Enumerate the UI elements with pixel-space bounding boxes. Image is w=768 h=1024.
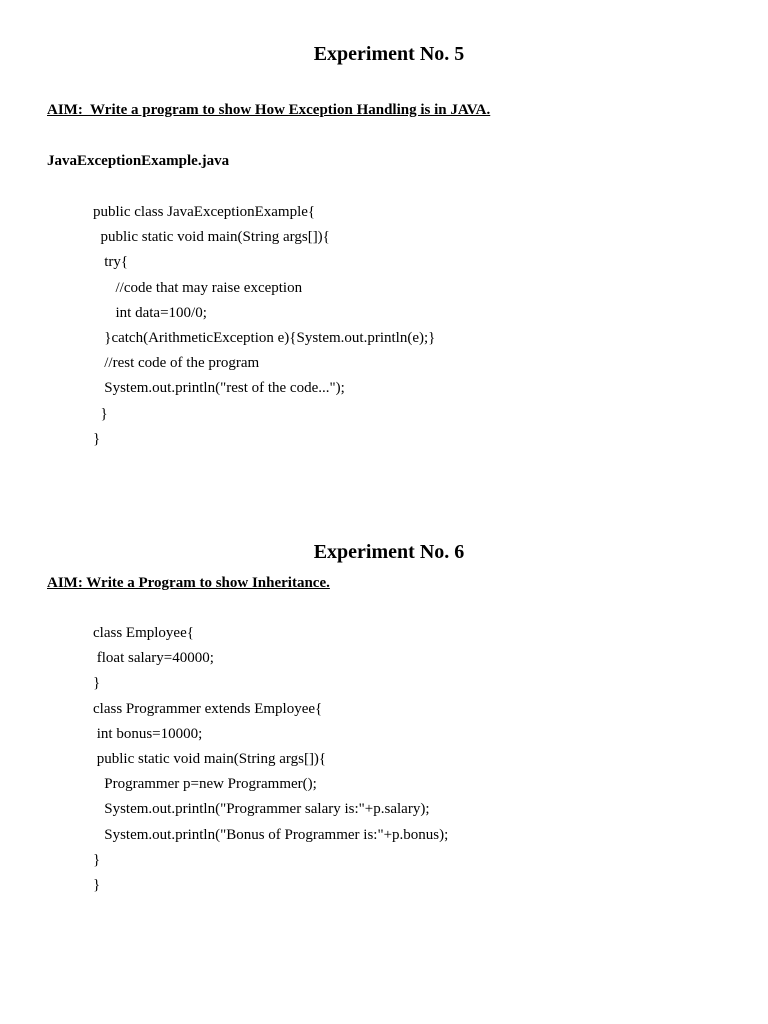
code-text: public static void main(String args[]){ — [93, 750, 327, 767]
code-text: } — [93, 851, 101, 868]
code-text: } — [93, 405, 108, 422]
experiment-5-title: Experiment No. 5 — [313, 43, 465, 65]
experiment-6-title: Experiment No. 6 — [313, 541, 465, 563]
code-text: public static void main(String args[]){ — [93, 229, 330, 246]
code-text: System.out.println("Programmer salary is:"+p.salary); — [93, 801, 430, 818]
code-text: float salary=40000; — [93, 650, 214, 667]
code-text: } — [93, 675, 101, 692]
code-text: } — [93, 430, 101, 447]
experiment-6-aim: AIM: Write a Program to show Inheritance. — [47, 575, 330, 591]
code-text: Programmer p=new Programmer(); — [93, 776, 317, 793]
code-text: //code that may raise exception — [93, 279, 303, 296]
code-text: class Employee{ — [93, 625, 194, 641]
code-text: class Programmer extends Employee{ — [93, 700, 323, 717]
code-text: int bonus=10000; — [93, 725, 203, 742]
code-text: System.out.println("Bonus of Programmer is:"+p.bonus); — [93, 826, 449, 843]
code-text: int data=100/0; — [93, 304, 207, 321]
code-text: } — [93, 876, 101, 893]
code-text: public class JavaExceptionExample{ — [93, 204, 316, 220]
experiment-5-filename: JavaExceptionExample.java — [47, 153, 230, 169]
code-text: System.out.println("rest of the code..."); — [93, 380, 345, 397]
code-text: try{ — [93, 254, 129, 271]
experiment-5-aim: AIM: Write a program to show How Exception Handling is in JAVA. — [47, 102, 491, 118]
code-text: }catch(ArithmeticException e){System.out.println(e);} — [93, 329, 436, 346]
code-text: //rest code of the program — [93, 355, 260, 372]
